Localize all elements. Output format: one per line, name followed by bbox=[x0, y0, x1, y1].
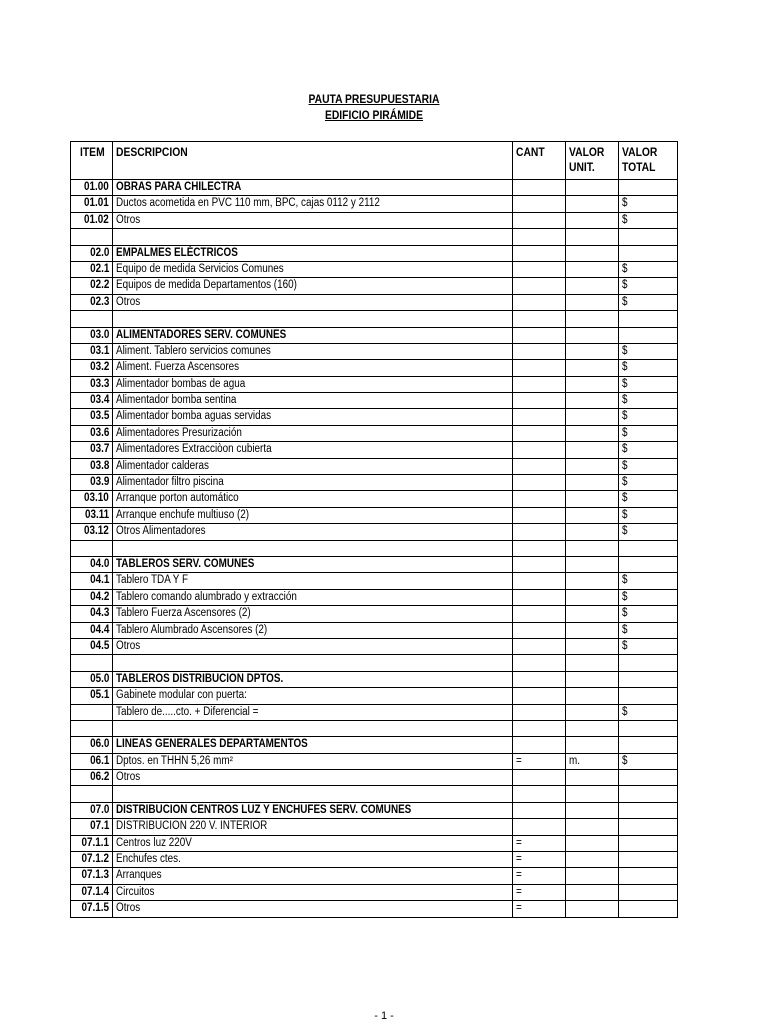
row-item-cell: 01.00 bbox=[71, 180, 113, 196]
table-row bbox=[71, 688, 678, 704]
table-row bbox=[71, 294, 678, 310]
row-cant-cell bbox=[513, 819, 566, 835]
row-cant-cell bbox=[513, 573, 566, 589]
section-row bbox=[71, 556, 678, 572]
row-description-cell: Tablero Alumbrado Ascensores (2) bbox=[113, 622, 513, 638]
row-item-cell: 04.1 bbox=[71, 573, 113, 589]
row-cant-cell bbox=[513, 540, 566, 556]
row-valor-unit-cell bbox=[566, 524, 619, 540]
row-valor-total-cell bbox=[619, 720, 678, 736]
table-row bbox=[71, 638, 678, 654]
table-row bbox=[71, 720, 678, 736]
table-row bbox=[71, 311, 678, 327]
row-description-cell: ALIMENTADORES SERV. COMUNES bbox=[113, 327, 513, 343]
row-description-cell bbox=[113, 311, 513, 327]
row-item-cell: 03.12 bbox=[71, 524, 113, 540]
row-description-cell bbox=[113, 720, 513, 736]
row-description-cell: Aliment. Tablero servicios comunes bbox=[113, 343, 513, 359]
row-valor-unit-cell bbox=[566, 720, 619, 736]
table-row bbox=[71, 589, 678, 605]
row-cant-cell bbox=[513, 278, 566, 294]
row-description-cell bbox=[113, 540, 513, 556]
row-valor-total-cell bbox=[619, 688, 678, 704]
table-row bbox=[71, 606, 678, 622]
header-descripcion: DESCRIPCION bbox=[113, 142, 513, 180]
table-row bbox=[71, 458, 678, 474]
table-row bbox=[71, 901, 678, 917]
row-valor-total-cell bbox=[619, 327, 678, 343]
row-item-cell: 02.1 bbox=[71, 261, 113, 277]
section-row bbox=[71, 245, 678, 261]
row-cant-cell bbox=[513, 212, 566, 228]
row-valor-unit-cell bbox=[566, 802, 619, 818]
row-valor-total-cell: $ bbox=[619, 491, 678, 507]
row-description-cell: Arranques bbox=[113, 868, 513, 884]
row-item-cell: 07.0 bbox=[71, 802, 113, 818]
row-valor-total-cell: $ bbox=[619, 475, 678, 491]
row-description-cell: Alimentadores Presurización bbox=[113, 425, 513, 441]
row-item-cell: 03.0 bbox=[71, 327, 113, 343]
row-valor-total-cell bbox=[619, 802, 678, 818]
row-valor-unit-cell bbox=[566, 540, 619, 556]
row-valor-unit-cell bbox=[566, 343, 619, 359]
table-row bbox=[71, 573, 678, 589]
row-valor-unit-cell bbox=[566, 360, 619, 376]
row-valor-total-cell bbox=[619, 556, 678, 572]
row-description-cell: TABLEROS DISTRIBUCION DPTOS. bbox=[113, 671, 513, 687]
row-valor-total-cell bbox=[619, 819, 678, 835]
row-item-cell: 03.3 bbox=[71, 376, 113, 392]
row-cant-cell: = bbox=[513, 868, 566, 884]
row-valor-total-cell: $ bbox=[619, 606, 678, 622]
row-valor-unit-cell bbox=[566, 638, 619, 654]
row-valor-total-cell: $ bbox=[619, 442, 678, 458]
row-valor-total-cell bbox=[619, 770, 678, 786]
table-row bbox=[71, 540, 678, 556]
row-cant-cell bbox=[513, 556, 566, 572]
row-valor-unit-cell bbox=[566, 180, 619, 196]
row-item-cell bbox=[71, 704, 113, 720]
row-valor-unit-cell: m. bbox=[566, 753, 619, 769]
row-description-cell: Alimentadores Extracciòon cubierta bbox=[113, 442, 513, 458]
table-row bbox=[71, 884, 678, 900]
row-cant-cell bbox=[513, 475, 566, 491]
row-valor-unit-cell bbox=[566, 671, 619, 687]
row-valor-unit-cell bbox=[566, 655, 619, 671]
row-cant-cell bbox=[513, 720, 566, 736]
row-description-cell: Otros bbox=[113, 638, 513, 654]
row-item-cell: 02.3 bbox=[71, 294, 113, 310]
row-cant-cell bbox=[513, 786, 566, 802]
table-row bbox=[71, 475, 678, 491]
table-row bbox=[71, 442, 678, 458]
row-cant-cell: = bbox=[513, 835, 566, 851]
table-row bbox=[71, 393, 678, 409]
row-valor-total-cell: $ bbox=[619, 409, 678, 425]
row-valor-unit-cell bbox=[566, 229, 619, 245]
table-row bbox=[71, 409, 678, 425]
row-valor-unit-cell bbox=[566, 770, 619, 786]
row-item-cell bbox=[71, 540, 113, 556]
table-row bbox=[71, 704, 678, 720]
row-valor-total-cell bbox=[619, 852, 678, 868]
row-valor-unit-cell bbox=[566, 409, 619, 425]
row-item-cell: 07.1.5 bbox=[71, 901, 113, 917]
row-valor-total-cell: $ bbox=[619, 393, 678, 409]
table-row bbox=[71, 212, 678, 228]
table-row bbox=[71, 852, 678, 868]
row-valor-total-cell: $ bbox=[619, 704, 678, 720]
budget-table bbox=[70, 141, 678, 918]
section-row bbox=[71, 737, 678, 753]
row-description-cell: Tablero Fuerza Ascensores (2) bbox=[113, 606, 513, 622]
row-valor-unit-cell bbox=[566, 327, 619, 343]
table-row bbox=[71, 753, 678, 769]
row-item-cell: 03.10 bbox=[71, 491, 113, 507]
row-valor-total-cell bbox=[619, 835, 678, 851]
row-valor-total-cell: $ bbox=[619, 425, 678, 441]
row-description-cell: DISTRIBUCION 220 V. INTERIOR bbox=[113, 819, 513, 835]
row-item-cell: 03.11 bbox=[71, 507, 113, 523]
row-item-cell: 03.2 bbox=[71, 360, 113, 376]
row-cant-cell bbox=[513, 622, 566, 638]
table-row bbox=[71, 278, 678, 294]
row-valor-total-cell: $ bbox=[619, 524, 678, 540]
row-valor-total-cell bbox=[619, 884, 678, 900]
document-title: PAUTA PRESUPUESTARIA bbox=[308, 92, 440, 106]
row-item-cell: 04.0 bbox=[71, 556, 113, 572]
row-valor-total-cell bbox=[619, 311, 678, 327]
header-valor-unit: VALOR UNIT. bbox=[566, 142, 619, 180]
row-item-cell: 06.1 bbox=[71, 753, 113, 769]
row-item-cell: 03.6 bbox=[71, 425, 113, 441]
table-row bbox=[71, 425, 678, 441]
row-description-cell: Alimentador bomba aguas servidas bbox=[113, 409, 513, 425]
row-item-cell bbox=[71, 229, 113, 245]
section-row bbox=[71, 802, 678, 818]
row-description-cell: Aliment. Fuerza Ascensores bbox=[113, 360, 513, 376]
row-item-cell: 07.1.3 bbox=[71, 868, 113, 884]
row-cant-cell bbox=[513, 376, 566, 392]
row-valor-unit-cell bbox=[566, 737, 619, 753]
table-row bbox=[71, 835, 678, 851]
row-item-cell: 01.02 bbox=[71, 212, 113, 228]
row-description-cell: Equipo de medida Servicios Comunes bbox=[113, 261, 513, 277]
row-description-cell: Otros Alimentadores bbox=[113, 524, 513, 540]
row-item-cell: 05.0 bbox=[71, 671, 113, 687]
row-description-cell: TABLEROS SERV. COMUNES bbox=[113, 556, 513, 572]
row-valor-unit-cell bbox=[566, 852, 619, 868]
row-valor-unit-cell bbox=[566, 589, 619, 605]
row-cant-cell bbox=[513, 294, 566, 310]
row-valor-unit-cell bbox=[566, 278, 619, 294]
row-item-cell: 07.1.4 bbox=[71, 884, 113, 900]
row-cant-cell bbox=[513, 802, 566, 818]
row-valor-total-cell bbox=[619, 786, 678, 802]
row-item-cell bbox=[71, 655, 113, 671]
table-body bbox=[71, 180, 678, 918]
row-valor-unit-cell bbox=[566, 196, 619, 212]
row-valor-total-cell bbox=[619, 180, 678, 196]
row-valor-total-cell bbox=[619, 901, 678, 917]
row-cant-cell bbox=[513, 589, 566, 605]
row-cant-cell bbox=[513, 409, 566, 425]
row-item-cell: 04.4 bbox=[71, 622, 113, 638]
table-row bbox=[71, 360, 678, 376]
row-cant-cell bbox=[513, 393, 566, 409]
table-row bbox=[71, 622, 678, 638]
row-valor-total-cell: $ bbox=[619, 638, 678, 654]
table-header-row bbox=[71, 142, 678, 180]
table-row bbox=[71, 229, 678, 245]
row-cant-cell: = bbox=[513, 753, 566, 769]
row-cant-cell bbox=[513, 638, 566, 654]
row-valor-total-cell bbox=[619, 540, 678, 556]
table-row bbox=[71, 491, 678, 507]
row-valor-unit-cell bbox=[566, 786, 619, 802]
row-valor-total-cell: $ bbox=[619, 196, 678, 212]
row-valor-total-cell: $ bbox=[619, 753, 678, 769]
row-description-cell: LINEAS GENERALES DEPARTAMENTOS bbox=[113, 737, 513, 753]
header-cant: CANT bbox=[513, 142, 566, 180]
row-valor-total-cell: $ bbox=[619, 360, 678, 376]
row-valor-total-cell: $ bbox=[619, 212, 678, 228]
row-valor-total-cell: $ bbox=[619, 507, 678, 523]
table-row bbox=[71, 376, 678, 392]
row-description-cell: Equipos de medida Departamentos (160) bbox=[113, 278, 513, 294]
row-valor-total-cell: $ bbox=[619, 573, 678, 589]
row-description-cell: Otros bbox=[113, 294, 513, 310]
row-valor-total-cell: $ bbox=[619, 458, 678, 474]
row-cant-cell bbox=[513, 458, 566, 474]
row-valor-total-cell: $ bbox=[619, 294, 678, 310]
table-row bbox=[71, 786, 678, 802]
row-cant-cell bbox=[513, 507, 566, 523]
section-row bbox=[71, 327, 678, 343]
row-description-cell: Alimentador calderas bbox=[113, 458, 513, 474]
row-valor-unit-cell bbox=[566, 901, 619, 917]
header-item: ITEM bbox=[71, 142, 113, 180]
row-valor-unit-cell bbox=[566, 442, 619, 458]
row-cant-cell: = bbox=[513, 852, 566, 868]
row-valor-unit-cell bbox=[566, 868, 619, 884]
table-row bbox=[71, 261, 678, 277]
row-cant-cell: = bbox=[513, 901, 566, 917]
row-cant-cell bbox=[513, 770, 566, 786]
document-titles bbox=[0, 91, 748, 123]
row-valor-unit-cell bbox=[566, 606, 619, 622]
row-valor-unit-cell bbox=[566, 245, 619, 261]
row-cant-cell bbox=[513, 343, 566, 359]
row-item-cell: 06.2 bbox=[71, 770, 113, 786]
row-cant-cell bbox=[513, 196, 566, 212]
document-subtitle: EDIFICIO PIRÁMIDE bbox=[324, 108, 424, 122]
row-item-cell: 03.5 bbox=[71, 409, 113, 425]
row-item-cell: 07.1.2 bbox=[71, 852, 113, 868]
table-row bbox=[71, 868, 678, 884]
table-row bbox=[71, 770, 678, 786]
row-valor-total-cell bbox=[619, 655, 678, 671]
row-description-cell: Alimentador bombas de agua bbox=[113, 376, 513, 392]
row-valor-unit-cell bbox=[566, 884, 619, 900]
row-item-cell: 01.01 bbox=[71, 196, 113, 212]
row-item-cell: 02.2 bbox=[71, 278, 113, 294]
row-cant-cell bbox=[513, 524, 566, 540]
row-item-cell: 04.3 bbox=[71, 606, 113, 622]
row-description-cell: Tablero de.....cto. + Diferencial = bbox=[113, 704, 513, 720]
row-description-cell: Circuitos bbox=[113, 884, 513, 900]
row-description-cell bbox=[113, 655, 513, 671]
row-cant-cell bbox=[513, 655, 566, 671]
row-item-cell: 04.5 bbox=[71, 638, 113, 654]
row-valor-unit-cell bbox=[566, 507, 619, 523]
row-valor-unit-cell bbox=[566, 393, 619, 409]
row-cant-cell bbox=[513, 442, 566, 458]
row-valor-total-cell: $ bbox=[619, 376, 678, 392]
row-cant-cell bbox=[513, 229, 566, 245]
row-cant-cell bbox=[513, 671, 566, 687]
row-valor-unit-cell bbox=[566, 622, 619, 638]
row-description-cell: Dptos. en THHN 5,26 mm² bbox=[113, 753, 513, 769]
row-valor-unit-cell bbox=[566, 835, 619, 851]
row-valor-total-cell bbox=[619, 737, 678, 753]
table-row bbox=[71, 196, 678, 212]
row-item-cell: 06.0 bbox=[71, 737, 113, 753]
row-item-cell: 03.7 bbox=[71, 442, 113, 458]
row-item-cell: 03.1 bbox=[71, 343, 113, 359]
row-valor-unit-cell bbox=[566, 376, 619, 392]
row-valor-unit-cell bbox=[566, 475, 619, 491]
row-valor-total-cell: $ bbox=[619, 343, 678, 359]
row-valor-total-cell bbox=[619, 245, 678, 261]
row-valor-unit-cell bbox=[566, 458, 619, 474]
row-item-cell: 03.9 bbox=[71, 475, 113, 491]
table-row bbox=[71, 524, 678, 540]
row-valor-unit-cell bbox=[566, 819, 619, 835]
row-valor-unit-cell bbox=[566, 212, 619, 228]
row-cant-cell bbox=[513, 360, 566, 376]
row-cant-cell bbox=[513, 180, 566, 196]
table-row bbox=[71, 655, 678, 671]
row-valor-total-cell: $ bbox=[619, 261, 678, 277]
row-item-cell: 04.2 bbox=[71, 589, 113, 605]
row-item-cell: 03.8 bbox=[71, 458, 113, 474]
row-cant-cell: = bbox=[513, 884, 566, 900]
table-row bbox=[71, 343, 678, 359]
row-description-cell: Centros luz 220V bbox=[113, 835, 513, 851]
row-description-cell: DISTRIBUCION CENTROS LUZ Y ENCHUFES SERV. COMUNES bbox=[113, 802, 513, 818]
row-description-cell: Otros bbox=[113, 770, 513, 786]
section-row bbox=[71, 671, 678, 687]
row-cant-cell bbox=[513, 311, 566, 327]
row-valor-unit-cell bbox=[566, 294, 619, 310]
table-row bbox=[71, 819, 678, 835]
row-item-cell: 02.0 bbox=[71, 245, 113, 261]
row-cant-cell bbox=[513, 704, 566, 720]
row-valor-total-cell bbox=[619, 229, 678, 245]
row-description-cell: Otros bbox=[113, 901, 513, 917]
row-valor-unit-cell bbox=[566, 425, 619, 441]
page-number: - 1 - bbox=[374, 1010, 394, 1022]
row-item-cell: 07.1.1 bbox=[71, 835, 113, 851]
row-description-cell: EMPALMES ELÉCTRICOS bbox=[113, 245, 513, 261]
row-description-cell: Tablero TDA Y F bbox=[113, 573, 513, 589]
row-description-cell: Alimentador filtro piscina bbox=[113, 475, 513, 491]
row-valor-unit-cell bbox=[566, 311, 619, 327]
row-cant-cell bbox=[513, 425, 566, 441]
row-cant-cell bbox=[513, 261, 566, 277]
row-item-cell bbox=[71, 786, 113, 802]
row-valor-total-cell: $ bbox=[619, 278, 678, 294]
row-item-cell: 05.1 bbox=[71, 688, 113, 704]
row-valor-unit-cell bbox=[566, 556, 619, 572]
row-cant-cell bbox=[513, 606, 566, 622]
row-description-cell: Enchufes ctes. bbox=[113, 852, 513, 868]
row-valor-unit-cell bbox=[566, 261, 619, 277]
row-description-cell: Arranque enchufe multiuso (2) bbox=[113, 507, 513, 523]
row-cant-cell bbox=[513, 491, 566, 507]
row-valor-total-cell: $ bbox=[619, 622, 678, 638]
row-cant-cell bbox=[513, 688, 566, 704]
row-item-cell bbox=[71, 720, 113, 736]
row-valor-total-cell bbox=[619, 671, 678, 687]
row-valor-unit-cell bbox=[566, 491, 619, 507]
row-description-cell: Alimentador bomba sentina bbox=[113, 393, 513, 409]
row-description-cell bbox=[113, 786, 513, 802]
row-description-cell: Arranque porton automático bbox=[113, 491, 513, 507]
row-description-cell: Ductos acometida en PVC 110 mm, BPC, cajas 0112 y 2112 bbox=[113, 196, 513, 212]
row-cant-cell bbox=[513, 737, 566, 753]
row-description-cell: OBRAS PARA CHILECTRA bbox=[113, 180, 513, 196]
row-valor-total-cell: $ bbox=[619, 589, 678, 605]
row-description-cell: Gabinete modular con puerta: bbox=[113, 688, 513, 704]
row-item-cell bbox=[71, 311, 113, 327]
row-valor-unit-cell bbox=[566, 688, 619, 704]
row-description-cell: Tablero comando alumbrado y extracción bbox=[113, 589, 513, 605]
row-description-cell bbox=[113, 229, 513, 245]
row-valor-unit-cell bbox=[566, 704, 619, 720]
row-cant-cell bbox=[513, 327, 566, 343]
row-cant-cell bbox=[513, 245, 566, 261]
table-row bbox=[71, 507, 678, 523]
row-valor-total-cell bbox=[619, 868, 678, 884]
row-item-cell: 03.4 bbox=[71, 393, 113, 409]
section-row bbox=[71, 180, 678, 196]
row-valor-unit-cell bbox=[566, 573, 619, 589]
row-item-cell: 07.1 bbox=[71, 819, 113, 835]
row-description-cell: Otros bbox=[113, 212, 513, 228]
header-valor-total: VALOR TOTAL bbox=[619, 142, 678, 180]
